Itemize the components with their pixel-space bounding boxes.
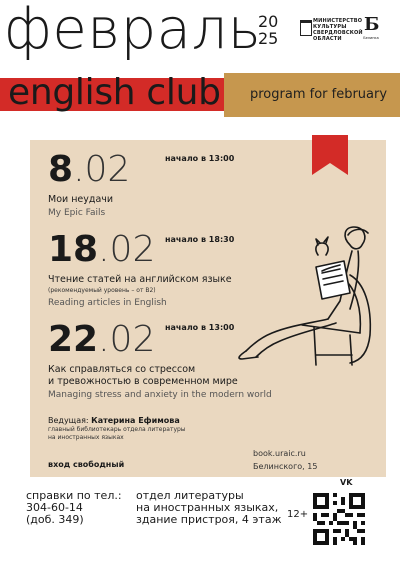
month-title: февраль — [4, 0, 262, 62]
library-logo — [360, 14, 382, 44]
age-rating: 12+ — [287, 509, 309, 520]
ministry-logo — [300, 16, 363, 42]
qr-code-icon[interactable] — [313, 493, 365, 545]
dept-line-2: на иностранных языках, — [136, 501, 279, 514]
year-top: 20 — [258, 12, 279, 31]
library-logo-letter: Б — [364, 14, 380, 35]
event-date-2 — [48, 229, 156, 270]
host-name: Катерина Ефимова — [91, 416, 180, 425]
program-title: program for february — [250, 87, 388, 102]
phone-number: 304-60-14 — [26, 501, 83, 514]
department-block — [136, 490, 282, 526]
year-bottom: 25 — [258, 29, 279, 48]
bookmark-icon — [312, 135, 348, 175]
event-date-1 — [48, 149, 131, 190]
ministry-logo-text: МИНИСТЕРСТВО КУЛЬТУРЫ СВЕРДЛОВСКОЙ ОБЛАСТИ — [313, 18, 363, 42]
event-month: .02 — [98, 229, 156, 270]
event-day: 8 — [48, 149, 74, 190]
phone-label: справки по тел.: — [26, 489, 122, 502]
host-line — [48, 416, 180, 425]
ministry-emblem-icon — [300, 20, 312, 36]
event-title-en-2: Reading articles in English — [48, 298, 167, 308]
host-label: Ведущая: — [48, 416, 89, 425]
host-desc-1: главный библиотекарь отдела литературы — [48, 426, 186, 433]
event-time-3: начало в 13:00 — [165, 323, 235, 332]
library-logo-text: Белинка — [363, 36, 379, 40]
event-day: 18 — [48, 229, 99, 270]
vk-icon[interactable]: VK — [340, 478, 353, 487]
event-title-ru-2: Чтение статей на английском языке — [48, 274, 232, 285]
event-title-ru-3a: Как справляться со стрессом — [48, 364, 196, 375]
program-banner — [224, 73, 400, 117]
host-desc-2: на иностранных языках — [48, 434, 124, 441]
event-month: .02 — [98, 319, 156, 360]
website-link[interactable]: book.uraic.ru — [253, 449, 306, 458]
event-time-1: начало в 13:00 — [165, 154, 235, 163]
event-time-2: начало в 18:30 — [165, 235, 235, 244]
phone-ext: (доб. 349) — [26, 513, 84, 526]
address: Белинского, 15 — [253, 462, 318, 471]
event-title-ru-1: Мои неудачи — [48, 194, 114, 205]
dept-line-3: здание пристроя, 4 этаж — [136, 513, 282, 526]
year — [258, 14, 286, 47]
event-title-en-3: Managing stress and anxiety in the modern world — [48, 390, 272, 400]
event-note-2: (рекомендуемый уровень – от B2) — [48, 287, 156, 294]
club-title: english club — [8, 72, 221, 113]
entry-note: вход свободный — [48, 460, 125, 469]
phone-block — [26, 490, 122, 526]
reading-man-illustration — [232, 205, 382, 370]
event-month: .02 — [73, 149, 131, 190]
dept-line-1: отдел литературы — [136, 489, 244, 502]
event-day: 22 — [48, 319, 99, 360]
event-title-ru-3b: и тревожностью в современном мире — [48, 376, 238, 387]
event-title-en-1: My Epic Fails — [48, 208, 106, 218]
event-date-3 — [48, 319, 156, 360]
club-banner — [0, 72, 224, 113]
